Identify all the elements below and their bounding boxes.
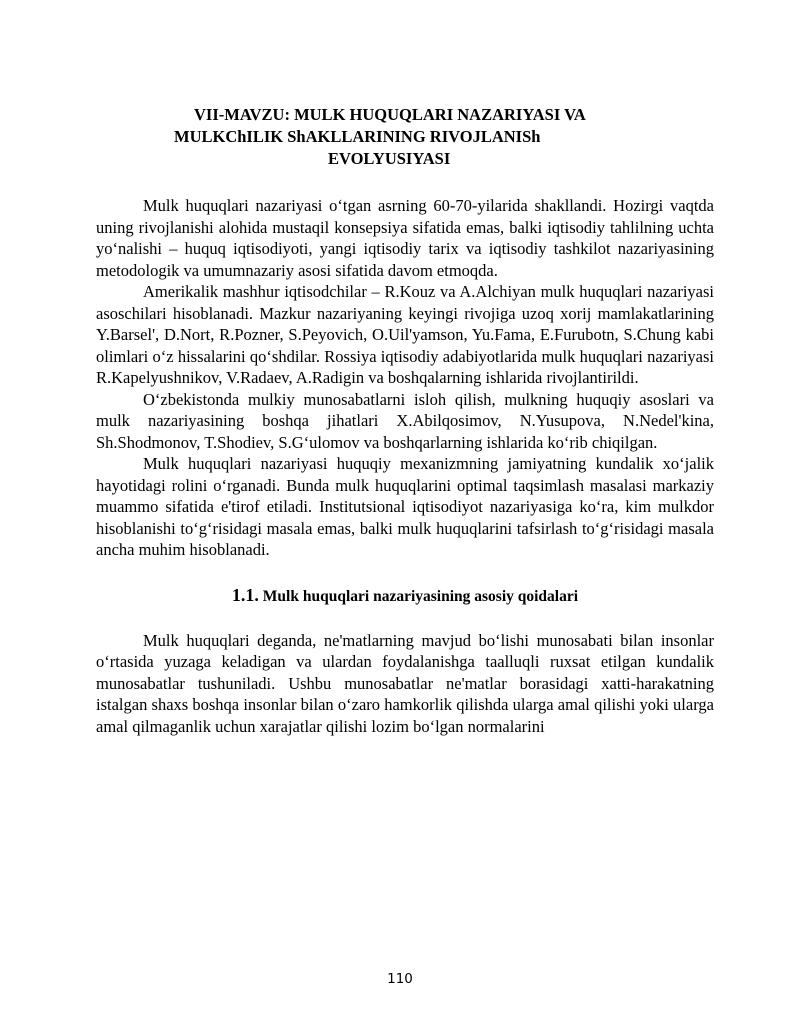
paragraph: Mulk huquqlari deganda, ne'matlarning mavjud bo‘lishi munosabati bilan insonlar o‘rtasida yuzaga keladigan va ulardan foydalanishga taalluqli ruxsat etilgan kundalik munosabatlar tushuniladi. Ushbu munosabatlar ne'matlar borasidagi xatti-harakatning istalgan shaxs boshqa insonlar bilan o‘zaro hamkorlik qilishda ularga amal qilishi yoki ularga amal qilmaganlik uchun xarajatlar qilishi lozim bo‘lgan normalarini bbox=[96, 630, 714, 736]
paragraph: O‘zbekistonda mulkiy munosabatlarni isloh qilish, mulkning huquqiy asoslari va mulk nazariyasining boshqa jihatlari X.Abilqosimov, N.Yusupova, N.Nedel'kina, Sh.Shodmonov, T.Shodiev, S.G‘ulomov va boshqarlarning ishlarida ko‘rib chiqilgan. bbox=[96, 389, 714, 452]
document-page bbox=[96, 104, 714, 737]
paragraph: Mulk huquqlari nazariyasi o‘tgan asrning 60-70-yilarida shakllandi. Hozirgi vaqtda uning rivojlanishi alohida mustaqil konsepsiya sifatida emas, balki iqtisodiy tahlilning uchta yo‘nalishi – huquq iqtisodiyoti, yangi iqtisodiy tarix va iqtisodiy tashkilot nazariyasining metodologik va umumnazariy asosi sifatida davom etmoqda. bbox=[96, 196, 714, 280]
paragraph: Mulk huquqlari nazariyasi huquqiy mexanizmning jamiyatning kundalik xo‘jalik hayotidagi rolini o‘rganadi. Bunda mulk huquqlarini optimal taqsimlash masalasi markaziy muammo sifatida e'tirof etiladi. Institutsional iqtisodiyot nazariyasiga ko‘ra, kim mulkdor hisoblanishi to‘g‘risidagi masala emas, balki mulk huquqlarini tafsirlash to‘g‘risidagi masala ancha muhim hisoblanadi. bbox=[96, 454, 714, 559]
chapter-title-line-1: VII-MAVZU: MULK HUQUQLARI NAZARIYASI VA bbox=[194, 105, 586, 124]
section-heading bbox=[96, 584, 714, 608]
section-number: 1.1. bbox=[231, 584, 259, 605]
section-body bbox=[96, 630, 714, 738]
paragraph: Amerikalik mashhur iqtisodchilar – R.Kouz va A.Alchiyan mulk huquqlari nazariyasi asoschilari hisoblanadi. Mazkur nazariyaning keyingi rivojiga uzoq xorij mamlakatlarining Y.Barsel', D.Nort, R.Pozner, S.Peyovich, O.Uil'yamson, Yu.Fama, E.Furubotn, S.Chung kabi olimlari o‘z hissalarini qo‘shdilar. Rossiya iqtisodiy adabiyotlarida mulk huquqlari nazariyasi R.Kapelyushnikov, V.Radaev, A.Radigin va boshqalarning ishlarida rivojlantirildi. bbox=[96, 282, 714, 387]
chapter-title-line-3: EVOLYUSIYASI bbox=[328, 149, 451, 168]
chapter-title-line-2: MULKChILIK ShAKLLARINING RIVOJLANISh bbox=[174, 127, 541, 146]
intro-section bbox=[96, 195, 714, 561]
page-number: 110 bbox=[387, 971, 413, 987]
chapter-title bbox=[96, 104, 714, 170]
section-title-text: Mulk huquqlari nazariyasining asosiy qoidalari bbox=[262, 587, 579, 605]
